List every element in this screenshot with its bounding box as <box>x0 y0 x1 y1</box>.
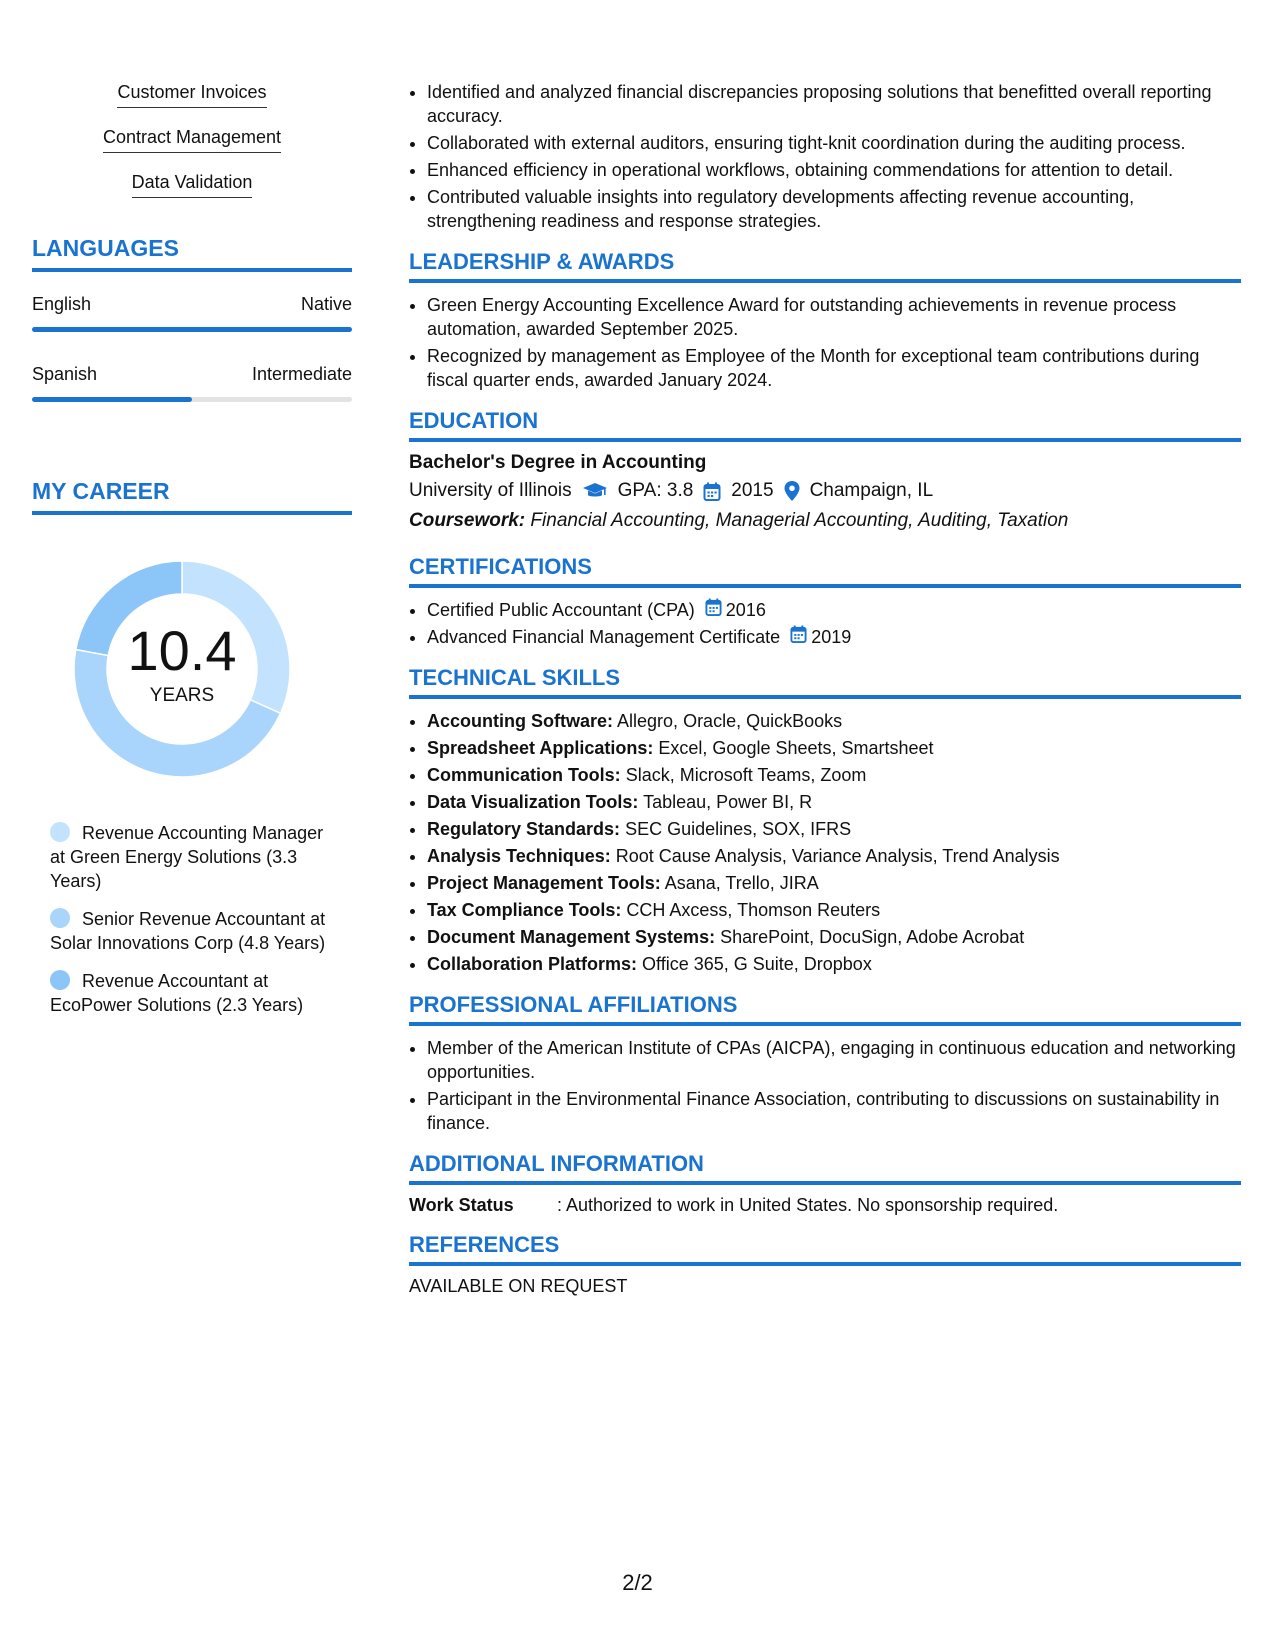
certification-item <box>427 625 1241 649</box>
technical-skill-item <box>427 952 1241 976</box>
calendar-icon <box>705 598 722 622</box>
skill-values: Allegro, Oracle, QuickBooks <box>617 711 843 731</box>
graduation-year: 2015 <box>731 480 774 501</box>
legend-label: Revenue Accounting Manager at Green Energy Solutions (3.3 Years) <box>50 823 324 891</box>
skill-values: Tableau, Power BI, R <box>643 792 813 812</box>
legend-label: Revenue Accountant at EcoPower Solutions (2.3 Years) <box>50 971 304 1015</box>
technical-skills-heading: TECHNICAL SKILLS <box>409 665 1241 699</box>
left-column <box>32 82 352 1031</box>
language-bar-fill <box>32 397 192 402</box>
school-name: University of Illinois <box>409 480 572 501</box>
skill-values: Office 365, G Suite, Dropbox <box>642 954 872 974</box>
career-heading: MY CAREER <box>32 478 352 515</box>
affiliation-item: • Member of the American Institute of CPAs (AICPA), engaging in continuous education and networking opportunities. <box>427 1036 1241 1084</box>
affiliation-item: • Participant in the Environmental Finance Association, contributing to discussions on sustainability in finance. <box>427 1087 1241 1135</box>
technical-skills-list <box>409 709 1241 976</box>
technical-skill-item <box>427 844 1241 868</box>
page-number: 2/2 <box>622 1570 653 1595</box>
legend-dot <box>50 822 70 842</box>
technical-skill-item <box>427 709 1241 733</box>
coursework <box>409 510 1241 532</box>
coursework-label: Coursework: <box>409 510 526 531</box>
certifications-list <box>409 598 1241 649</box>
certification-year: 2019 <box>811 627 852 647</box>
legend-label: Senior Revenue Accountant at Solar Innovations Corp (4.8 Years) <box>50 909 326 953</box>
languages-heading: LANGUAGES <box>32 235 352 272</box>
skill-values: SharePoint, DocuSign, Adobe Acrobat <box>720 927 1025 947</box>
calendar-icon <box>703 482 721 501</box>
technical-skill-item <box>427 736 1241 760</box>
work-status-row <box>409 1195 1241 1216</box>
references-heading: REFERENCES <box>409 1232 1241 1266</box>
skill-tag: Customer Invoices <box>117 82 266 108</box>
skills-list <box>32 82 352 217</box>
leadership-list <box>409 293 1241 392</box>
experience-bullet: • Contributed valuable insights into regulatory developments affecting revenue accounting, strengthening readiness and response strategies. <box>427 185 1241 233</box>
location-pin-icon <box>784 481 800 501</box>
technical-skill-item <box>427 871 1241 895</box>
award-item: • Green Energy Accounting Excellence Award for outstanding achievements in revenue process automation, awarded September 2025. <box>427 293 1241 341</box>
language-item <box>32 364 352 402</box>
skill-values: Excel, Google Sheets, Smartsheet <box>658 738 934 758</box>
career-total: 10.4 <box>127 619 237 682</box>
skill-values: CCH Axcess, Thomson Reuters <box>626 900 881 920</box>
skill-values: Root Cause Analysis, Variance Analysis, Trend Analysis <box>615 846 1060 866</box>
legend-dot <box>50 908 70 928</box>
skill-category: Accounting Software: <box>427 711 614 731</box>
career-legend <box>50 821 330 1017</box>
language-level: Native <box>300 294 352 314</box>
affiliations-list <box>409 1036 1241 1135</box>
skill-values: Slack, Microsoft Teams, Zoom <box>625 765 867 785</box>
technical-skill-item <box>427 925 1241 949</box>
graduation-cap-icon <box>582 482 608 500</box>
skill-values: Asana, Trello, JIRA <box>664 873 819 893</box>
skill-category: Project Management Tools: <box>427 873 661 893</box>
gpa: GPA: 3.8 <box>617 480 694 501</box>
award-item: • Recognized by management as Employee of the Month for exceptional team contributions during fiscal quarter ends, awarded January 2024. <box>427 344 1241 392</box>
education-heading: EDUCATION <box>409 408 1241 442</box>
career-legend-item <box>50 907 330 955</box>
certification-name: • Advanced Financial Management Certificate <box>427 627 781 647</box>
experience-bullet: • Collaborated with external auditors, ensuring tight-knit coordination during the auditing process. <box>427 131 1241 155</box>
school-location: Champaign, IL <box>809 480 934 501</box>
experience-bullet: • Identified and analyzed financial discrepancies proposing solutions that benefitted overall reporting accuracy. <box>427 80 1241 128</box>
certification-year: 2016 <box>725 600 766 620</box>
career-unit: YEARS <box>149 685 215 706</box>
language-bar <box>32 327 352 332</box>
right-column <box>409 80 1241 1297</box>
language-item <box>32 294 352 332</box>
certification-name: • Certified Public Accountant (CPA) <box>427 600 695 620</box>
experience-bullets <box>409 80 1241 233</box>
career-donut-chart <box>62 549 302 789</box>
affiliations-heading: PROFESSIONAL AFFILIATIONS <box>409 992 1241 1026</box>
language-name: English <box>32 294 92 314</box>
skill-values: SEC Guidelines, SOX, IFRS <box>625 819 852 839</box>
technical-skill-item <box>427 763 1241 787</box>
work-status-label: Work Status <box>409 1195 514 1215</box>
skill-tag: Data Validation <box>132 172 253 198</box>
skill-category: Regulatory Standards: <box>427 819 621 839</box>
language-level: Intermediate <box>251 364 352 384</box>
experience-bullet: • Enhanced efficiency in operational workflows, obtaining commendations for attention to detail. <box>427 158 1241 182</box>
additional-info-heading: ADDITIONAL INFORMATION <box>409 1151 1241 1185</box>
degree-title: Bachelor's Degree in Accounting <box>409 452 707 473</box>
skill-category: Data Visualization Tools: <box>427 792 639 812</box>
certification-item <box>427 598 1241 622</box>
technical-skill-item <box>427 817 1241 841</box>
skill-tag: Contract Management <box>103 127 281 153</box>
references-text: AVAILABLE ON REQUEST <box>409 1276 628 1296</box>
calendar-icon <box>790 625 807 649</box>
leadership-heading: LEADERSHIP & AWARDS <box>409 249 1241 283</box>
skill-category: Communication Tools: <box>427 765 621 785</box>
certifications-heading: CERTIFICATIONS <box>409 554 1241 588</box>
skill-category: Analysis Techniques: <box>427 846 611 866</box>
technical-skill-item <box>427 898 1241 922</box>
skill-category: Spreadsheet Applications: <box>427 738 654 758</box>
language-bar <box>32 397 352 402</box>
skill-category: Collaboration Platforms: <box>427 954 638 974</box>
legend-dot <box>50 970 70 990</box>
language-name: Spanish <box>32 364 98 384</box>
work-status-value: : Authorized to work in United States. No sponsorship required. <box>557 1195 1059 1215</box>
language-bar-fill <box>32 327 352 332</box>
technical-skill-item <box>427 790 1241 814</box>
education-details <box>409 480 1241 502</box>
career-donut-center <box>62 549 302 789</box>
career-legend-item <box>50 969 330 1017</box>
career-legend-item <box>50 821 330 893</box>
skill-category: Tax Compliance Tools: <box>427 900 622 920</box>
skill-category: Document Management Systems: <box>427 927 716 947</box>
coursework-list: Financial Accounting, Managerial Accounting, Auditing, Taxation <box>530 510 1069 531</box>
